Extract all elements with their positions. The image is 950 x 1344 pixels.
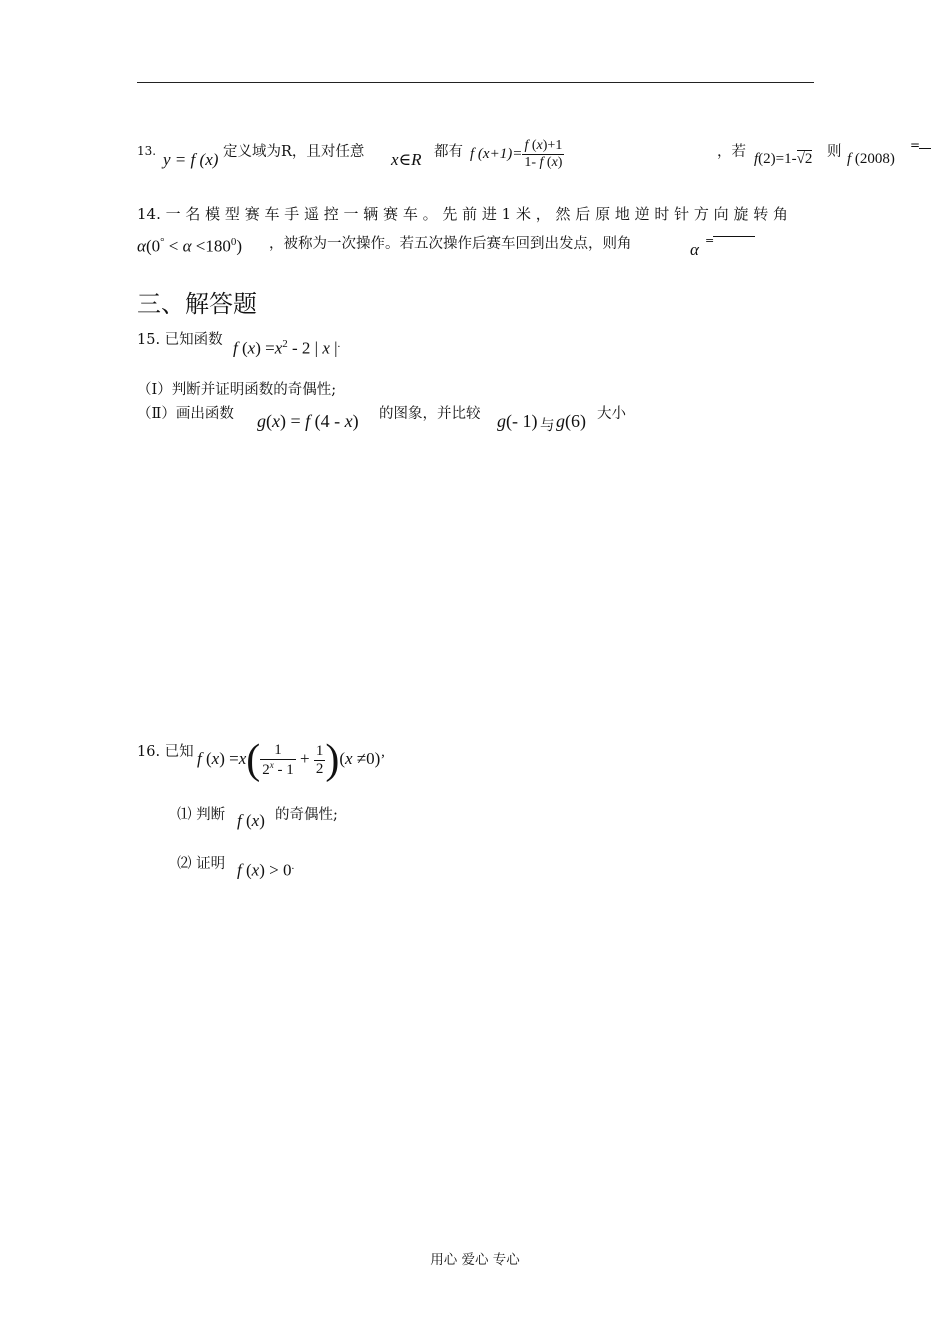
question-15-part-1: （Ⅰ）判断并证明函数的奇偶性;: [137, 382, 337, 398]
question-15-part-2-and: 与: [540, 418, 555, 434]
page-footer: 用心 爱心 专心: [430, 1252, 520, 1268]
question-13-text-4: 则: [827, 144, 842, 160]
formula-alpha: α: [690, 240, 699, 259]
question-14-text: ，被称为一次操作。若五次操作后赛车回到出发点，则角: [269, 236, 632, 252]
formula-x-in-R: x∈R: [391, 150, 422, 169]
question-16-part-1-label: ⑴ 判断: [177, 807, 226, 823]
question-13-equals: =: [910, 138, 921, 152]
question-13-text-3: ，若: [717, 144, 746, 160]
question-13-text-1: 定义域为R，且对任意: [223, 144, 365, 160]
question-15-intro: 15. 已知函数: [137, 332, 223, 348]
question-13-number: 13.: [137, 144, 157, 158]
formula-fx-15: f $(x) =x^2 - 2$ | x |.: [233, 338, 341, 358]
formula-g6: g(6): [556, 411, 586, 431]
question-16-part-2-label: ⑵ 证明: [177, 856, 226, 872]
formula-f2: f(2)=1-√2: [754, 151, 813, 167]
section-heading: 三、解答题: [137, 290, 257, 318]
question-15-part-2-end: 大小: [597, 406, 626, 422]
answer-blank-14: [713, 236, 755, 237]
question-16-part-1-tail: 的奇偶性;: [275, 807, 338, 823]
formula-g-minus-1: g(- 1): [497, 411, 538, 431]
question-15-part-2-mid: 的图象，并比较: [379, 406, 481, 422]
question-16-intro: 16. 已知: [137, 744, 194, 760]
formula-alpha-range: $\alpha(0^\circ < \alpha <180^0)$: [137, 236, 243, 256]
question-14-equals: =: [705, 234, 715, 247]
question-15-part-2-label: （Ⅱ）画出函数: [137, 406, 234, 422]
formula-f2008: f (2008): [847, 151, 895, 167]
formula-fx-16: f (x) =x( $\frac{1}{2^x - 1}$ + $\frac{1}{2}$ )(x ≠0)’: [197, 737, 386, 783]
answer-blank-13: [919, 148, 931, 149]
formula-fx-positive: f (x) > 0.: [237, 860, 295, 880]
formula-gx: g(x) = f (4 - x): [257, 411, 359, 431]
formula-fx-parity: f (x): [237, 811, 265, 830]
question-13-text-2: 都有: [434, 144, 463, 160]
formula-recurrence: f (x+1)= $\frac{f (x)+1}{1- f (x)}$: [470, 138, 563, 170]
formula-y-fx: y = f (x): [163, 150, 219, 169]
question-14-line-1: 14. 一 名 模 型 赛 车 手 遥 控 一 辆 赛 车 。 先 前 进 1 米 ， 然 后 原 地 逆 时 针 方 向 旋 转 角: [137, 205, 788, 223]
header-rule: [137, 82, 814, 83]
